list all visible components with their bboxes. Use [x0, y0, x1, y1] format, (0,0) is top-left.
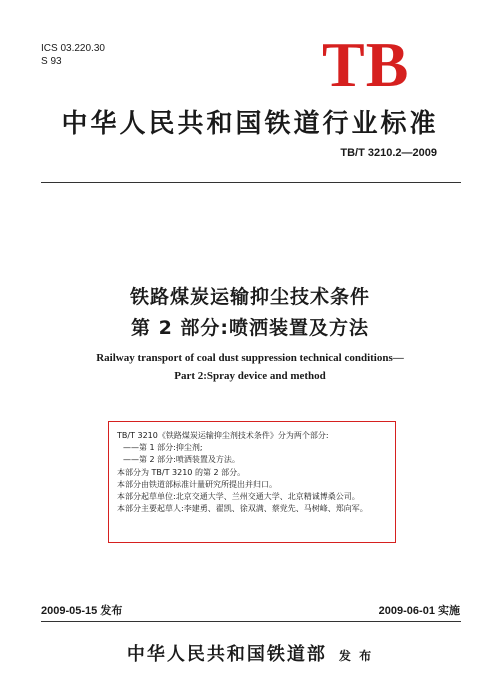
notice-line: 本部分起草单位:北京交通大学、兰州交通大学、北京精诚博桑公司。 [117, 492, 360, 502]
notice-line: ——第 1 部分:抑尘剂; [123, 443, 203, 453]
standard-type-heading: 中华人民共和国铁道行业标准 [61, 109, 439, 139]
notice-line: ——第 2 部分:喷洒装置及方法。 [123, 455, 240, 465]
tb-logo: TB [322, 29, 410, 100]
notice-line: TB/T 3210《铁路煤炭运输抑尘剂技术条件》分为两个部分: [117, 431, 329, 440]
publisher-line [0, 640, 500, 666]
footer-divider [41, 621, 461, 622]
title-cn-line1: 铁路煤炭运输抑尘技术条件 [129, 286, 370, 308]
notice-line: 本部分由铁道部标准计量研究所提出并归口。 [117, 479, 277, 489]
category-code: S 93 [41, 56, 62, 67]
notice-line: 本部分主要起草人:李建勇、翟凯、徐双满、蔡党先、马树峰、郑向军。 [117, 504, 368, 514]
ics-code: ICS 03.220.30 [41, 43, 105, 54]
implement-date: 2009-06-01 实施 [378, 605, 460, 617]
ics-code-block [41, 42, 105, 68]
issue-label: 发 布 [338, 649, 374, 663]
title-en-line1: Railway transport of coal dust suppression technical conditions— [96, 352, 404, 364]
standard-number: TB/T 3210.2—2009 [340, 147, 437, 159]
title-cn-line2: 第 2 部分:喷洒装置及方法 [130, 317, 370, 339]
release-date: 2009-05-15 发布 [41, 605, 123, 617]
notice-box [108, 421, 396, 543]
header-divider [41, 182, 461, 183]
notice-line: 本部分为 TB/T 3210 的第 2 部分。 [117, 467, 246, 477]
title-en-line2: Part 2:Spray device and method [174, 370, 326, 382]
publisher-name: 中华人民共和国铁道部 [126, 644, 327, 665]
